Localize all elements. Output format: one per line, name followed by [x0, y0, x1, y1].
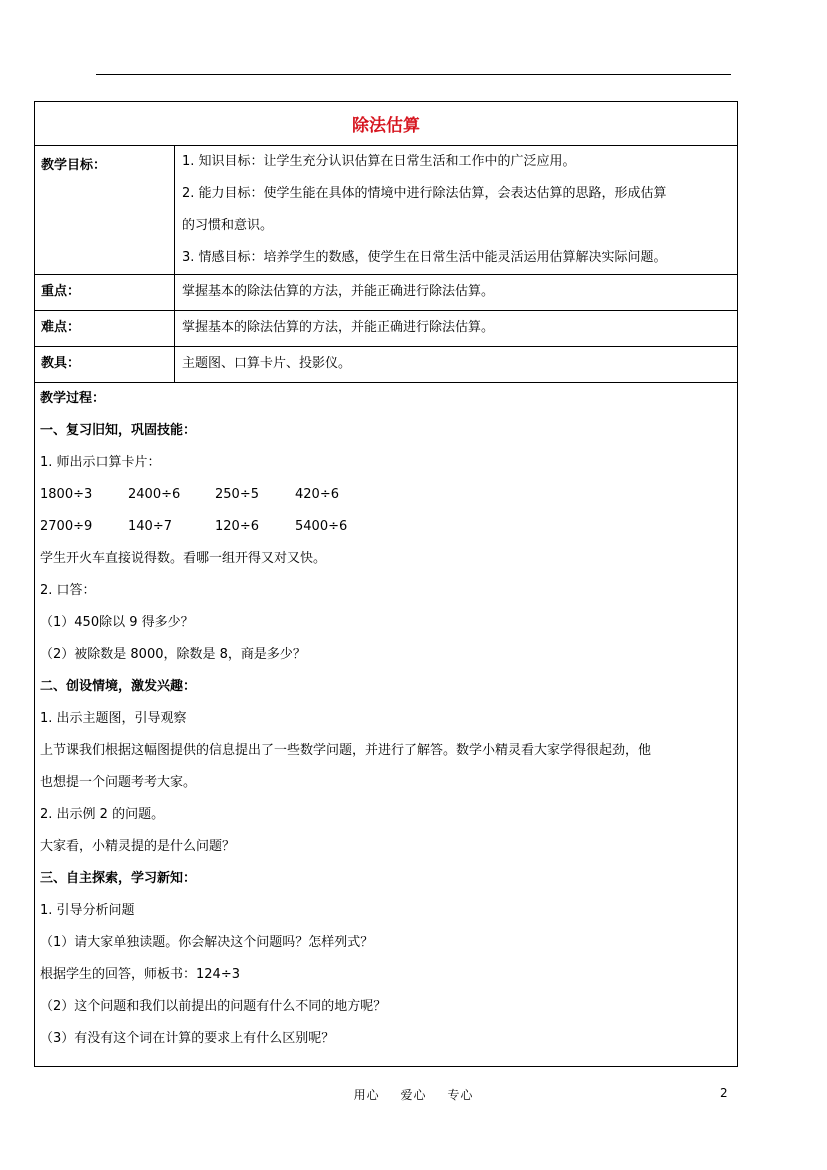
paragraph-line: 也想提一个问题考考大家。: [40, 775, 197, 790]
calc-row: [40, 511, 737, 543]
header-rule: [96, 74, 731, 75]
tools-label: 教具：: [35, 347, 175, 383]
list-item: （3）有没有这个词在计算的要求上有什么区别呢？: [40, 1031, 335, 1046]
paragraph-line: 上节课我们根据这幅图提供的信息提出了一些数学问题，并进行了解答。数学小精灵看大家学得很起劲，他: [40, 743, 652, 758]
goals-content: [175, 146, 738, 275]
calc-item: 140÷7: [128, 519, 172, 534]
key-points-row: [35, 275, 738, 311]
list-item: 根据学生的回答，师板书：124÷3: [40, 967, 240, 982]
list-item: 2. 出示例 2 的问题。: [40, 807, 165, 822]
goal-item: 1. 知识目标：让学生充分认识估算在日常生活和工作中的广泛应用。: [182, 154, 576, 169]
process-content: [35, 383, 738, 1067]
lesson-plan-table: [34, 101, 738, 1067]
list-item: （1）450除以 9 得多少？: [40, 615, 194, 630]
page-number: 2: [720, 1086, 728, 1100]
calc-row: [40, 479, 737, 511]
key-points-text: 掌握基本的除法估算的方法，并能正确进行除法估算。: [175, 275, 738, 311]
list-item: （2）这个问题和我们以前提出的问题有什么不同的地方呢？: [40, 999, 387, 1014]
list-item: 1. 引导分析问题: [40, 903, 135, 918]
footer-word: 用心: [353, 1088, 380, 1102]
list-item: （2）被除数是 8000，除数是 8，商是多少？: [40, 647, 306, 662]
list-item: 1. 师出示口算卡片：: [40, 455, 161, 470]
calc-item: 120÷6: [215, 519, 259, 534]
section-title: 三、自主探索，学习新知：: [40, 871, 197, 886]
goals-row: [35, 146, 738, 275]
page-title: 除法估算: [35, 102, 738, 146]
key-points-label: 重点：: [35, 275, 175, 311]
footer-word: 爱心: [400, 1088, 427, 1102]
title-row: [35, 102, 738, 146]
calc-item: 2400÷6: [128, 487, 181, 502]
calc-item: 2700÷9: [40, 519, 93, 534]
tools-text: 主题图、口算卡片、投影仪。: [175, 347, 738, 383]
process-label: 教学过程：: [40, 391, 106, 406]
goal-item: 2. 能力目标：使学生能在具体的情境中进行除法估算，会表达估算的思路，形成估算: [182, 186, 667, 201]
list-item: 2. 口答：: [40, 583, 96, 598]
section-title: 一、复习旧知，巩固技能：: [40, 423, 197, 438]
calc-item: 420÷6: [295, 487, 339, 502]
footer-word: 专心: [447, 1088, 474, 1102]
difficult-points-label: 难点：: [35, 311, 175, 347]
list-item: 大家看，小精灵提的是什么问题？: [40, 839, 236, 854]
tools-row: [35, 347, 738, 383]
difficult-points-row: [35, 311, 738, 347]
list-item: （1）请大家单独读题。你会解决这个问题吗？怎样列式？: [40, 935, 374, 950]
calc-item: 1800÷3: [40, 487, 93, 502]
calc-item: 250÷5: [215, 487, 259, 502]
goals-label: 教学目标：: [35, 146, 175, 275]
process-row: [35, 383, 738, 1067]
goal-item: 的习惯和意识。: [182, 218, 274, 233]
difficult-points-text: 掌握基本的除法估算的方法，并能正确进行除法估算。: [175, 311, 738, 347]
calc-item: 5400÷6: [295, 519, 348, 534]
goal-item: 3. 情感目标：培养学生的数感，使学生在日常生活中能灵活运用估算解决实际问题。: [182, 250, 667, 265]
footer-motto: [0, 1086, 827, 1103]
list-item: 1. 出示主题图，引导观察: [40, 711, 187, 726]
section-title: 二、创设情境，激发兴趣：: [40, 679, 197, 694]
list-item: 学生开火车直接说得数。看哪一组开得又对又快。: [40, 551, 327, 566]
